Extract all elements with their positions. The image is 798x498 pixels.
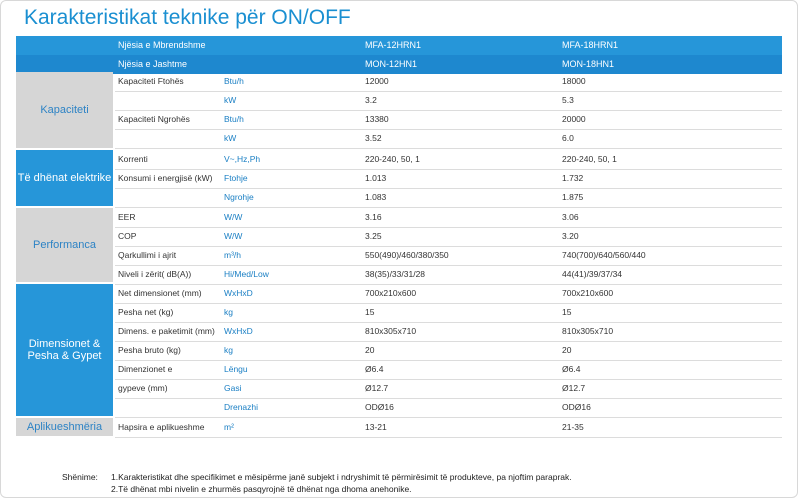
row-label: Net dimensionet (mm) (118, 288, 202, 298)
row-value-12: 15 (365, 307, 375, 317)
row-unit: Lëngu (224, 364, 248, 374)
row-value-18: 220-240, 50, 1 (562, 154, 617, 164)
table-row (115, 265, 782, 285)
row-value-18: ODØ16 (562, 402, 591, 412)
row-value-18: 3.06 (562, 212, 579, 222)
row-label: Kapaciteti Ngrohës (118, 114, 190, 124)
row-unit: Drenazhi (224, 402, 259, 412)
row-unit: m³/h (224, 250, 241, 260)
row-unit: Ftohje (224, 173, 248, 183)
table-row (115, 169, 782, 189)
row-value-12: 700x210x600 (365, 288, 417, 298)
row-label: Pesha bruto (kg) (118, 345, 181, 355)
table-row (115, 284, 782, 304)
table-row (115, 91, 782, 111)
row-value-18: 44(41)/39/37/34 (562, 269, 623, 279)
row-value-18: 810x305x710 (562, 326, 614, 336)
row-label: Korrenti (118, 154, 148, 164)
row-unit: Btu/h (224, 76, 244, 86)
row-value-18: 18000 (562, 76, 586, 86)
row-value-12: 3.25 (365, 231, 382, 241)
row-value-12: 3.16 (365, 212, 382, 222)
header-row-indoor (16, 36, 782, 55)
row-unit: Btu/h (224, 114, 244, 124)
row-value-18: 15 (562, 307, 572, 317)
row-value-12: Ø6.4 (365, 364, 384, 374)
row-unit: kg (224, 345, 233, 355)
row-label: Dimenzionet e (118, 364, 173, 374)
table-row (115, 150, 782, 170)
row-value-18: 3.20 (562, 231, 579, 241)
row-unit: Hi/Med/Low (224, 269, 269, 279)
indoor-model-2: MFA-18HRN1 (562, 40, 619, 50)
table-row (115, 398, 782, 418)
outdoor-model-1: MON-12HN1 (365, 59, 418, 69)
notes-prefix: Shënime: (62, 472, 98, 482)
table-row (115, 72, 782, 92)
row-value-12: 13380 (365, 114, 389, 124)
note-2: 2.Të dhënat mbi nivelin e zhurmës pasqyrojnë të dhënat nga dhoma anehonike. (111, 484, 412, 494)
table-row (115, 188, 782, 208)
row-value-12: ODØ16 (365, 402, 394, 412)
page-title: Karakteristikat teknike për ON/OFF (24, 6, 351, 29)
indoor-unit-label: Njësia e Mbrendshme (118, 40, 206, 50)
row-value-12: 1.083 (365, 192, 387, 202)
row-value-18: 6.0 (562, 133, 574, 143)
row-value-12: 550(490)/460/380/350 (365, 250, 449, 260)
row-label: Hapsira e aplikueshme (118, 422, 205, 432)
row-unit: WxHxD (224, 288, 253, 298)
table-row (115, 303, 782, 323)
row-value-18: Ø6.4 (562, 364, 581, 374)
table-row (115, 246, 782, 266)
note-1: 1.Karakteristikat dhe specifikimet e mësipërme janë subjekt i ndryshimit të përmirësimit të produkteve, pa njoftim paraprak. (111, 472, 572, 482)
section-kapaciteti: Kapaciteti (16, 72, 113, 148)
row-unit: kW (224, 95, 237, 105)
table-row (115, 379, 782, 399)
section-aplikueshmeria: Aplikueshmëria (16, 418, 113, 436)
row-label: COP (118, 231, 137, 241)
indoor-model-1: MFA-12HRN1 (365, 40, 422, 50)
table-row (115, 208, 782, 228)
row-value-12: 38(35)/33/31/28 (365, 269, 426, 279)
row-value-18: 21-35 (562, 422, 584, 432)
row-label: Konsumi i energjisë (kW) (118, 173, 213, 183)
row-value-18: 740(700)/640/560/440 (562, 250, 646, 260)
row-value-18: 1.732 (562, 173, 584, 183)
row-value-18: 5.3 (562, 95, 574, 105)
row-unit: kW (224, 133, 237, 143)
row-unit: m² (224, 422, 234, 432)
row-label: Qarkullimi i ajrit (118, 250, 177, 260)
row-value-12: Ø12.7 (365, 383, 389, 393)
row-unit: V~,Hz,Ph (224, 154, 261, 164)
table-row (115, 322, 782, 342)
table-row (115, 227, 782, 247)
row-value-12: 220-240, 50, 1 (365, 154, 420, 164)
row-label: Pesha net (kg) (118, 307, 174, 317)
row-label: gypeve (mm) (118, 383, 168, 393)
row-label: Kapaciteti Ftohës (118, 76, 184, 86)
row-value-18: 700x210x600 (562, 288, 614, 298)
row-unit: Gasi (224, 383, 242, 393)
row-value-12: 1.013 (365, 173, 387, 183)
row-value-12: 810x305x710 (365, 326, 417, 336)
row-value-12: 20 (365, 345, 375, 355)
row-label: Dimens. e paketimit (mm) (118, 326, 215, 336)
row-unit: Ngrohje (224, 192, 254, 202)
row-value-18: 20 (562, 345, 572, 355)
row-value-12: 3.2 (365, 95, 377, 105)
section-performanca: Performanca (16, 208, 113, 282)
table-row (115, 360, 782, 380)
section-dimensionet: Dimensionet & Pesha & Gypet (16, 284, 113, 416)
row-value-12: 13-21 (365, 422, 387, 432)
row-value-12: 3.52 (365, 133, 382, 143)
table-row (115, 418, 782, 438)
row-unit: W/W (224, 231, 243, 241)
table-row (115, 110, 782, 130)
row-unit: kg (224, 307, 233, 317)
row-unit: W/W (224, 212, 243, 222)
row-value-18: 20000 (562, 114, 586, 124)
row-label: Niveli i zërit( dB(A)) (118, 269, 192, 279)
row-unit: WxHxD (224, 326, 253, 336)
outdoor-unit-label: Njësia e Jashtme (118, 59, 188, 69)
outdoor-model-2: MON-18HN1 (562, 59, 615, 69)
row-value-18: 1.875 (562, 192, 584, 202)
row-label: EER (118, 212, 136, 222)
section-elektrike: Të dhënat elektrike (16, 150, 113, 206)
table-row (115, 129, 782, 149)
row-value-12: 12000 (365, 76, 389, 86)
row-value-18: Ø12.7 (562, 383, 586, 393)
table-row (115, 341, 782, 361)
